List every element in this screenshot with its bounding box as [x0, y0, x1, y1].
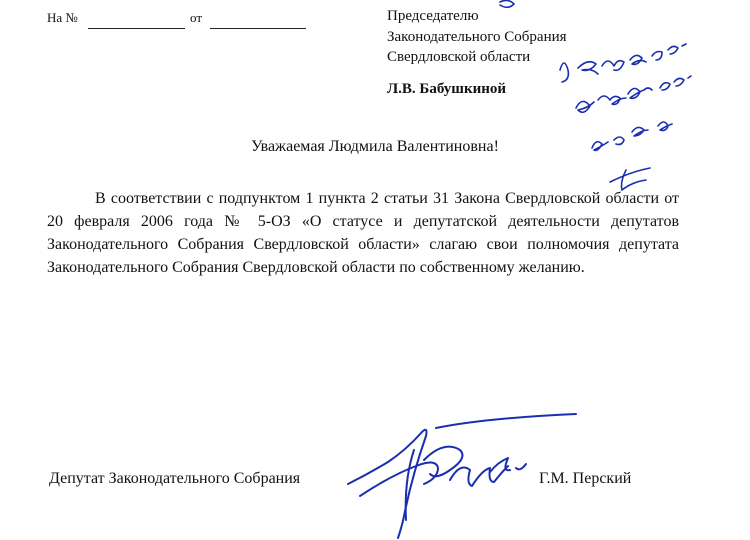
greeting: Уважаемая Людмила Валентиновна! [251, 138, 499, 155]
reg-date-line [210, 28, 306, 29]
handwritten-resolution [540, 0, 740, 200]
addressee-line-1: Председателю [387, 8, 479, 24]
addressee-name: Л.В. Бабушкиной [387, 81, 507, 97]
body-paragraph [47, 187, 679, 279]
signature-position: Депутат Законодательного Собрания [49, 470, 301, 487]
addressee-line-2: Законодательного Собрания [387, 29, 567, 45]
reg-number-label: На № [47, 10, 78, 25]
body-text: В соответствии с подпунктом 1 пункта 2 статьи 31 Закона Свердловской области от 20 февраля 2006 года № 5-ОЗ «О статусе и депутатской деятельности депутатов Законодательного Собрания Свердловской области» слагаю свои полномочия депутата Законодательного Собрания Свердловской области по собственному желанию. [47, 190, 679, 276]
reg-number-line [88, 28, 185, 29]
reg-from-label: от [190, 10, 203, 25]
signature-name: Г.М. Перский [539, 470, 632, 487]
addressee-line-3: Свердловской области [387, 49, 531, 65]
